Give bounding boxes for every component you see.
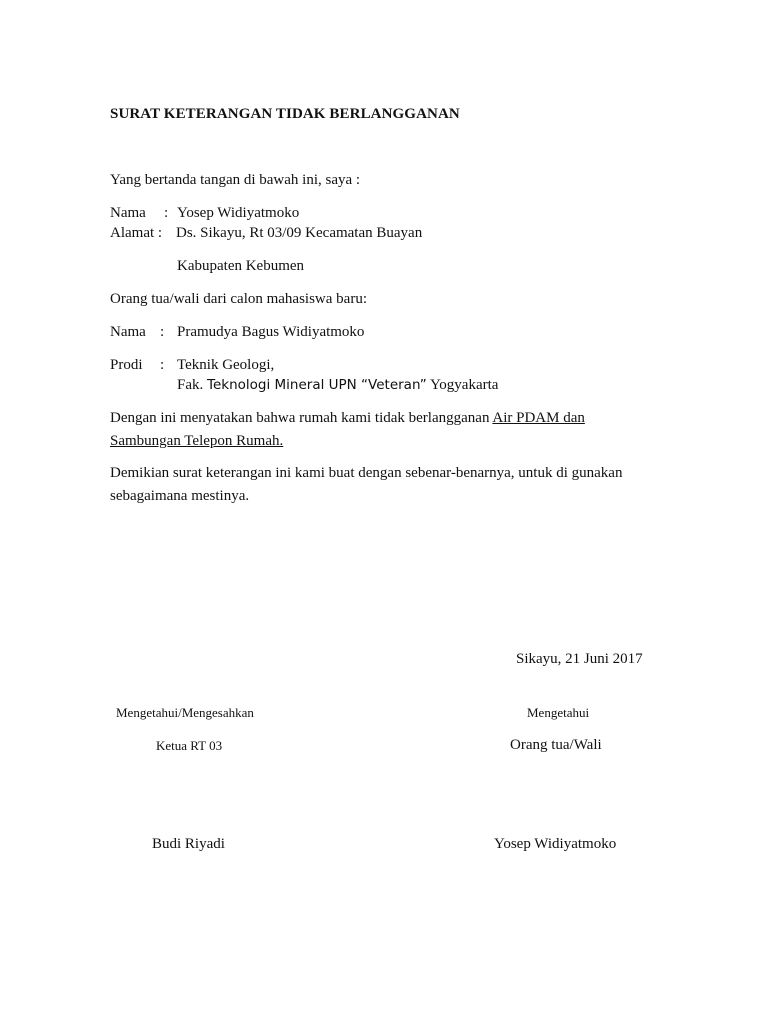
signer-name-separator: : <box>164 205 169 221</box>
parent-line: Orang tua/wali dari calon mahasiswa baru: <box>110 291 367 307</box>
signer-address-line2: Kabupaten Kebumen <box>177 258 305 274</box>
left-sign-role: Ketua RT 03 <box>156 738 223 753</box>
right-sign-heading: Mengetahui <box>527 705 590 720</box>
intro-text: Yang bertanda tangan di bawah ini, saya : <box>110 172 361 188</box>
right-sign-role: Orang tua/Wali <box>510 737 602 753</box>
signer-address-line1: Ds. Sikayu, Rt 03/09 Kecamatan Buayan <box>176 225 423 241</box>
statement-lead: Dengan ini menyatakan bahwa rumah kami tidak berlangganan <box>110 410 493 426</box>
place-date: Sikayu, 21 Juni 2017 <box>516 651 643 667</box>
student-faculty <box>177 376 498 394</box>
signer-name-value: Yosep Widiyatmoko <box>177 205 300 221</box>
closing-paragraph: Demikian surat keterangan ini kami buat dengan sebenar-benarnya, untuk di gunakan sebagaimana mestinya. <box>110 465 623 504</box>
student-prodi-value: Teknik Geologi, <box>177 357 275 373</box>
student-prodi-separator: : <box>160 357 165 373</box>
faculty-suffix: Yogyakarta <box>426 377 499 393</box>
faculty-prefix: Fak. <box>177 377 207 393</box>
faculty-middle: Teknologi Mineral UPN “Veteran” <box>207 377 427 393</box>
signer-address-label: Alamat : <box>110 225 163 241</box>
student-name-separator: : <box>160 324 165 340</box>
left-sign-heading: Mengetahui/Mengesahkan <box>116 705 254 720</box>
statement-paragraph <box>110 407 670 453</box>
statement-underlined-2: Sambungan Telepon Rumah. <box>110 433 284 449</box>
signer-name-label: Nama <box>110 205 146 221</box>
statement-underlined-1: Air PDAM dan <box>492 410 585 426</box>
letter-title: SURAT KETERANGAN TIDAK BERLANGGANAN <box>110 106 460 122</box>
student-name-label: Nama <box>110 324 146 340</box>
student-name-value: Pramudya Bagus Widiyatmoko <box>177 324 365 340</box>
left-sign-name: Budi Riyadi <box>152 836 225 852</box>
student-prodi-label: Prodi <box>110 357 143 373</box>
right-sign-name: Yosep Widiyatmoko <box>494 836 617 852</box>
